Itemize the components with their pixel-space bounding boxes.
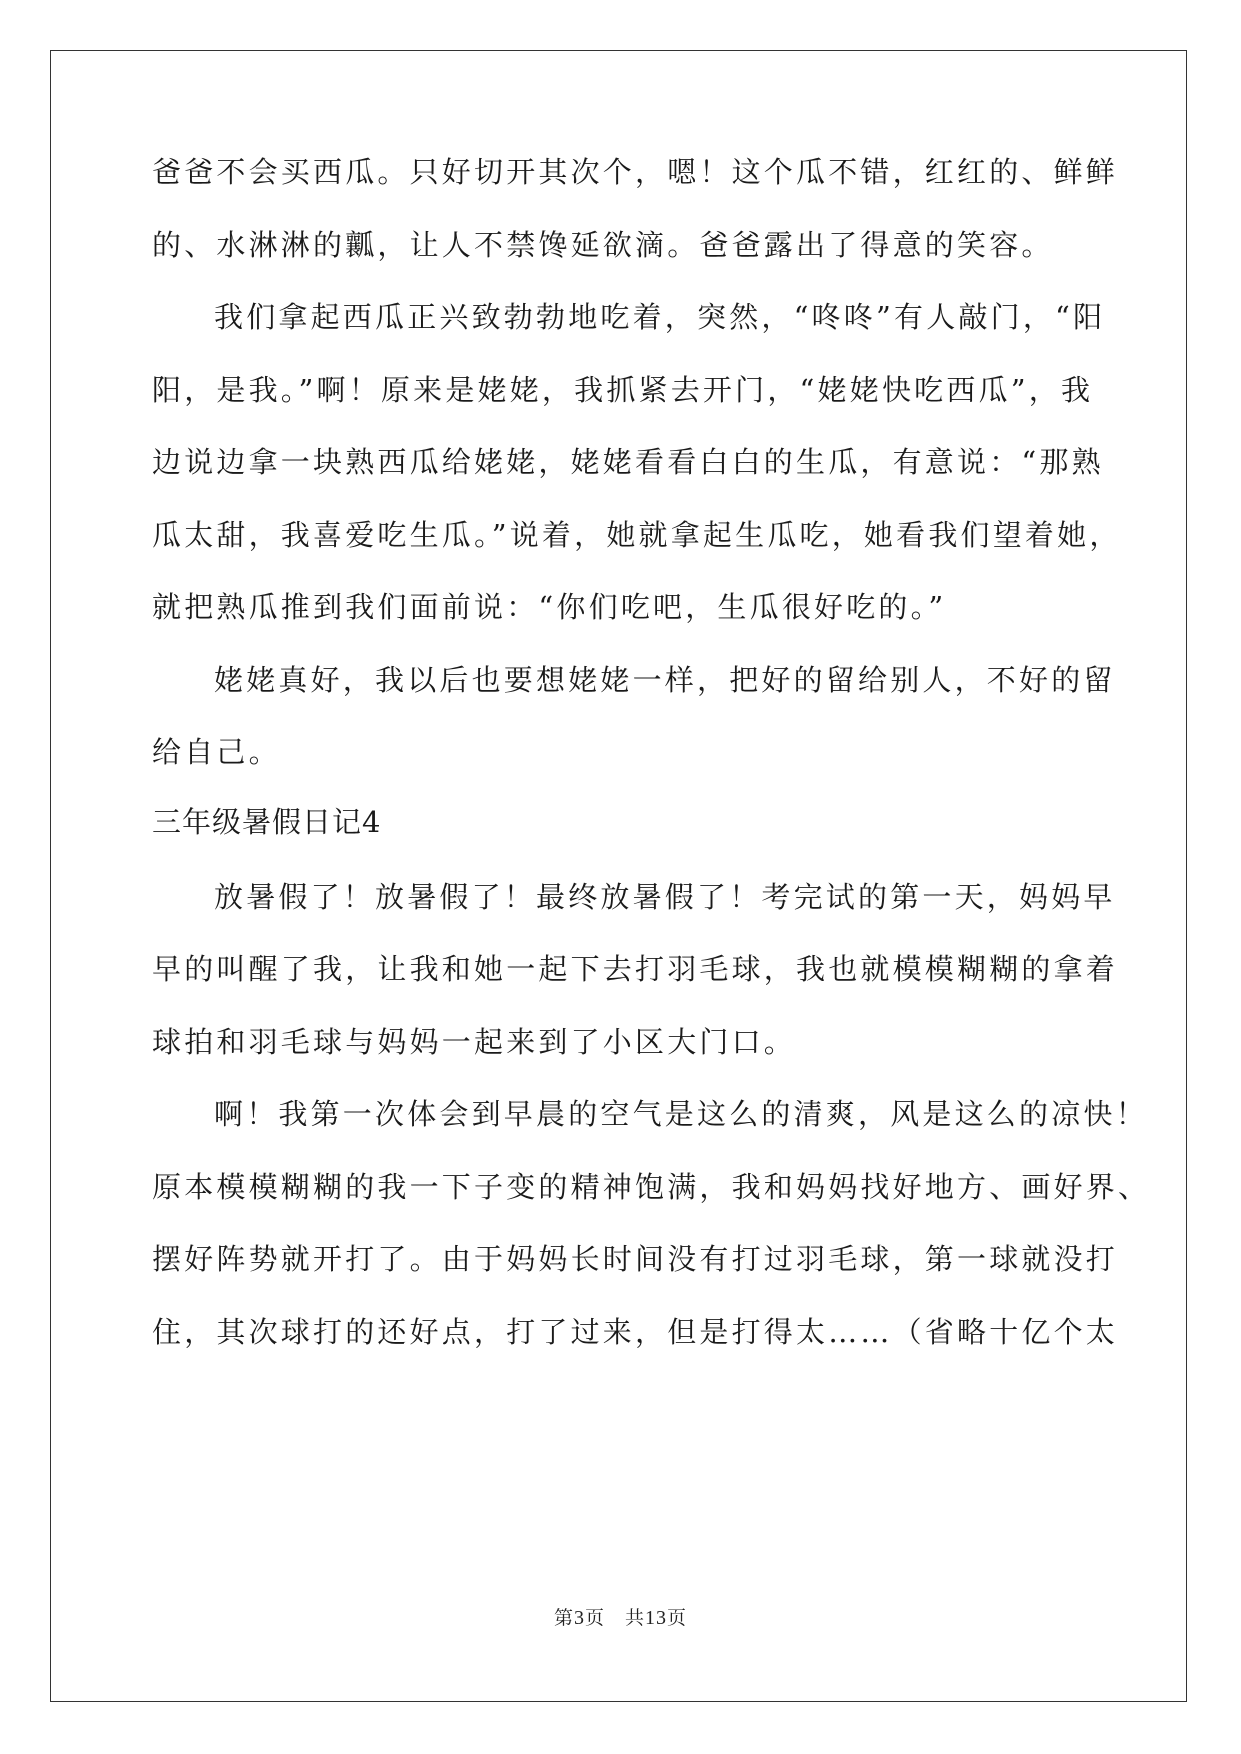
text-line: 摆好阵势就开打了。由于妈妈长时间没有打过羽毛球，第一球就没打 <box>152 1242 1119 1276</box>
text-line: 的、水淋淋的瓤，让人不禁馋延欲滴。爸爸露出了得意的笑容。 <box>152 228 1054 262</box>
text-line: 球拍和羽毛球与妈妈一起来到了小区大门口。 <box>152 1025 797 1059</box>
text-line: 姥姥真好，我以后也要想姥姥一样，把好的留给别人，不好的留 <box>214 663 1116 697</box>
text-line: 啊！我第一次体会到早晨的空气是这么的清爽，风是这么的凉快！ <box>214 1097 1148 1131</box>
text-line: 给自己。 <box>152 735 281 769</box>
page-footer <box>0 1603 1241 1630</box>
footer-mid: 页 共 <box>584 1607 645 1629</box>
text-line: 原本模模糊糊的我一下子变的精神饱满，我和妈妈找好地方、画好界、 <box>152 1170 1151 1204</box>
page-border <box>50 50 1187 1702</box>
text-line: 早的叫醒了我，让我和她一起下去打羽毛球，我也就模模糊糊的拿着 <box>152 952 1119 986</box>
footer-prefix: 第 <box>553 1607 574 1629</box>
footer-suffix: 页 <box>667 1607 688 1629</box>
text-line: 我们拿起西瓜正兴致勃勃地吃着，突然，“咚咚”有人敲门，“阳 <box>214 300 1106 334</box>
section-heading: 三年级暑假日记4 <box>152 805 382 839</box>
total-pages: 13 <box>645 1607 667 1629</box>
text-line: 放暑假了！放暑假了！最终放暑假了！考完试的第一天，妈妈早 <box>214 880 1116 914</box>
text-line: 爸爸不会买西瓜。只好切开其次个，嗯！这个瓜不错，红红的、鲜鲜 <box>152 155 1119 189</box>
text-line: 瓜太甜，我喜爱吃生瓜。”说着，她就拿起生瓜吃，她看我们望着她， <box>152 518 1122 552</box>
text-line: 边说边拿一块熟西瓜给姥姥，姥姥看看白白的生瓜，有意说：“那熟 <box>152 445 1104 479</box>
text-line: 阳，是我。”啊！原来是姥姥，我抓紧去开门，“姥姥快吃西瓜”，我 <box>152 373 1094 407</box>
text-line: 就把熟瓜推到我们面前说：“你们吃吧，生瓜很好吃的。” <box>152 590 947 624</box>
page-number: 3 <box>573 1607 585 1629</box>
text-line: 住，其次球打的还好点，打了过来，但是打得太……（省略十亿个太 <box>152 1315 1119 1349</box>
